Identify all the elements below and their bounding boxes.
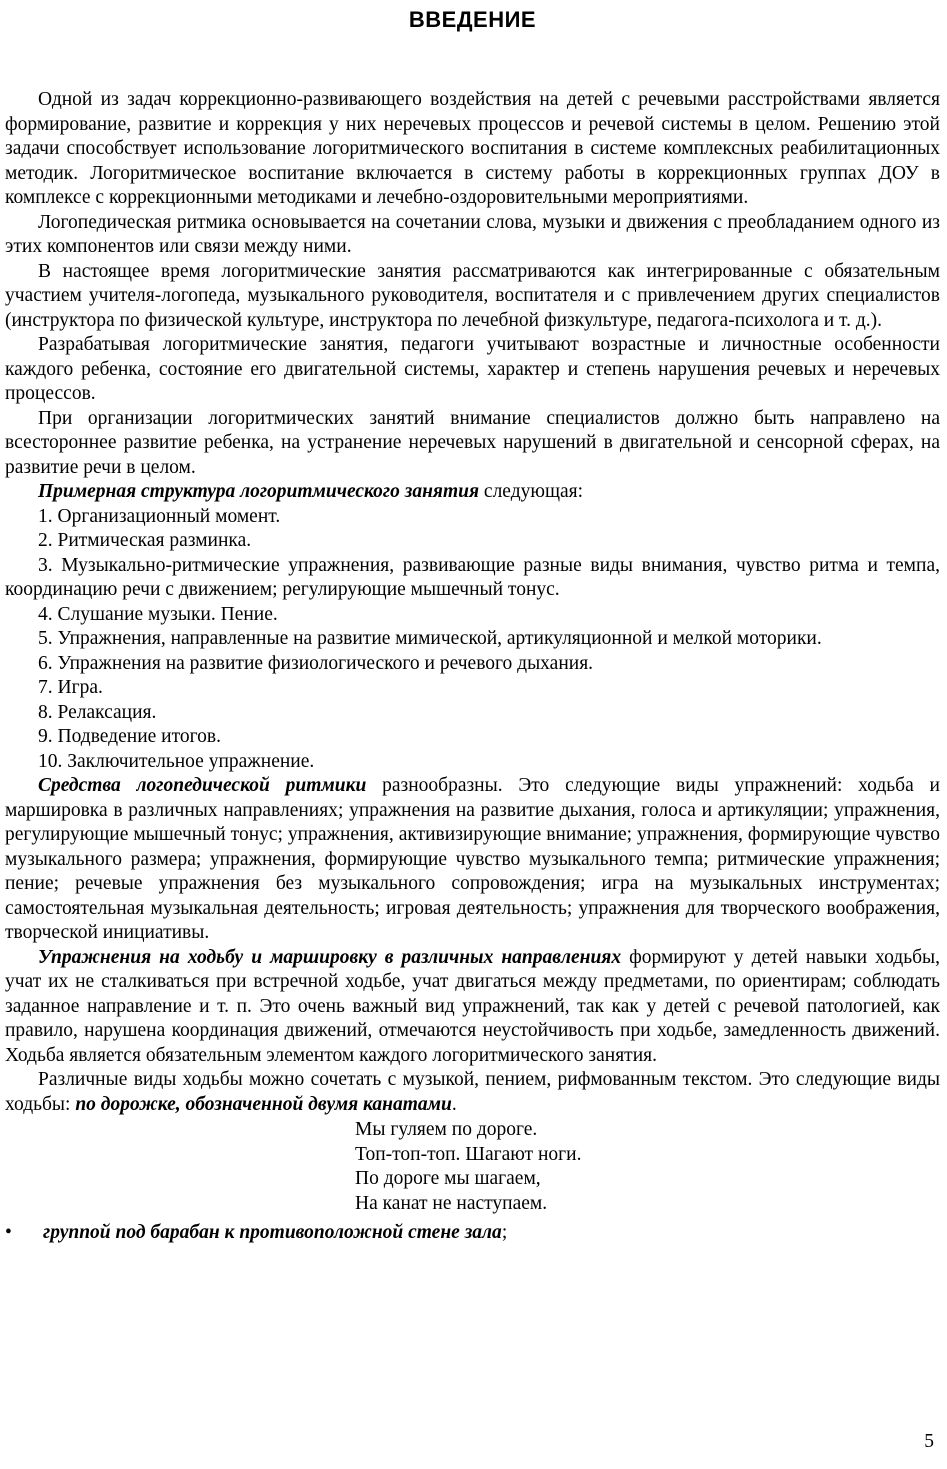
list-item-1: 1. Организационный момент. (38, 505, 281, 527)
poem-line-4: На канат не наступаем. (355, 1192, 548, 1214)
paragraph-lesson-organization: При организации логоритмических занятий внимание специалистов должно быть направлено на всестороннее развитие ребенка, на устранение неречевых нарушений в двигательной и сенсорной сферах, на развитие речи в целом. (5, 407, 940, 478)
list-item-7: 7. Игра. (38, 677, 103, 698)
bullet-text (43, 1221, 507, 1246)
list-item-3: 3. Музыкально-ритмические упражнения, развивающие разные виды внимания, чувство ритма и темпа, координацию речи с движением; регулирующие мышечный тонус. (5, 554, 940, 600)
page-title: ВВЕДЕНИЕ (408, 7, 537, 32)
page-number: 5 (924, 1430, 934, 1452)
structure-heading-rest: следующая: (479, 481, 584, 502)
emphasis-walking: Упражнения на ходьбу и маршировку в различных направлениях (38, 946, 622, 968)
list-item-10: 10. Заключительное упражнение. (38, 750, 315, 772)
list-item-2: 2. Ритмическая разминка. (38, 530, 252, 551)
list-item-6: 6. Упражнения на развитие физиологического и речевого дыхания. (38, 652, 594, 674)
paragraph-walking-exercises (5, 946, 940, 1069)
bullet-marker: • (5, 1222, 12, 1243)
emphasis-means: Средства логопедической ритмики (38, 775, 367, 796)
poem-line-2: Топ-топ-топ. Шагают ноги. (355, 1143, 582, 1165)
paragraph-walking-types (5, 1068, 940, 1117)
poem-block (355, 1118, 940, 1216)
paragraph-lesson-design: Разрабатывая логоритмические занятия, педагоги учитывают возрастные и личностные особенности каждого ребенка, состояние его двигательной системы, характер и степень нарушения речевых и неречевых процессов. (5, 334, 940, 404)
emphasis-structure: Примерная структура логоритмического занятия (38, 481, 480, 502)
list-item-5: 5. Упражнения, направленные на развитие мимической, артикуляционной и мелкой моторики. (38, 628, 822, 649)
paragraph-intro: Одной из задач коррекционно-развивающего воздействия на детей с речевыми расстройствами является формирование, развитие и коррекция у них неречевых процессов и речевой системы в целом. Решению этой задачи способствует использование логоритмического воспитания в системе комплексных реабилитационных методик. Логоритмическое воспитание включается в систему работы в коррекционных группах ДОУ в комплексе с коррекционными методиками и лечебно-оздоровительными мероприятиями. (5, 89, 940, 208)
emphasis-group-drum: группой под барабан к противоположной стене зала (43, 1222, 502, 1243)
paragraph-means (5, 774, 940, 946)
document-body (5, 88, 940, 1246)
means-rest: разнообразны. Это следующие виды упражнений: ходьба и маршировка в различных направлениях; упражнения на развитие дыхания, голоса и артикуляции; упражнения, регулирующие мышечный тонус; упражнения, активизирующие внимание; упражнения, формирующие чувство музыкального размера; упражнения, формирующие чувство музыкального темпа; ритмические упражнения; пение; речевые упражнения без музыкального сопровождения; игра на музыкальных инструментах; самостоятельная музыкальная деятельность; игровая деятельность; упражнения для творческого воображения, творческой инициативы. (5, 775, 940, 943)
list-item-9: 9. Подведение итогов. (38, 726, 221, 747)
walking-types-pre: Различные виды ходьбы можно сочетать с музыкой, пением, рифмованным текстом. Это следующие виды ходьбы: (5, 1069, 940, 1115)
poem-line-1: Мы гуляем по дороге. (355, 1119, 538, 1140)
poem-line-3: По дороге мы шагаем, (355, 1168, 541, 1189)
walking-rest: формируют у детей навыки ходьбы, учат их не сталкиваться при встречной ходьбе, учат двигаться между предметами, по ориентирам; соблюдать заданное направление и т. п. Это очень важный вид упражнений, так как у детей с речевой патологией, как правило, нарушена координация движений, отмечаются неустойчивость при ходьбе, замедленность движений. Ходьба является обязательным элементом каждого логоритмического занятия. (5, 946, 940, 1066)
list-item-4: 4. Слушание музыки. Пение. (38, 603, 278, 625)
bullet-item (5, 1221, 940, 1246)
paragraph-rhythmics-basis: Логопедическая ритмика основывается на сочетании слова, музыки и движения с преобладанием одного из этих компонентов или связи между ними. (5, 211, 940, 257)
emphasis-rope-path: по дорожке, обозначенной двумя канатами (75, 1093, 452, 1115)
bullet-rest: ; (501, 1222, 508, 1243)
list-item-8: 8. Релаксация. (38, 701, 157, 723)
walking-types-rest: . (451, 1093, 457, 1115)
paragraph-structure-heading (5, 480, 940, 505)
paragraph-integrated-lessons: В настоящее время логоритмические занятия рассматриваются как интегрированные с обязательным участием учителя-логопеда, музыкального руководителя, воспитателя и с привлечением других специалистов (инструктора по физической культуре, инструктора по лечебной физкультуре, педагога-психолога и т. д.). (5, 260, 940, 331)
